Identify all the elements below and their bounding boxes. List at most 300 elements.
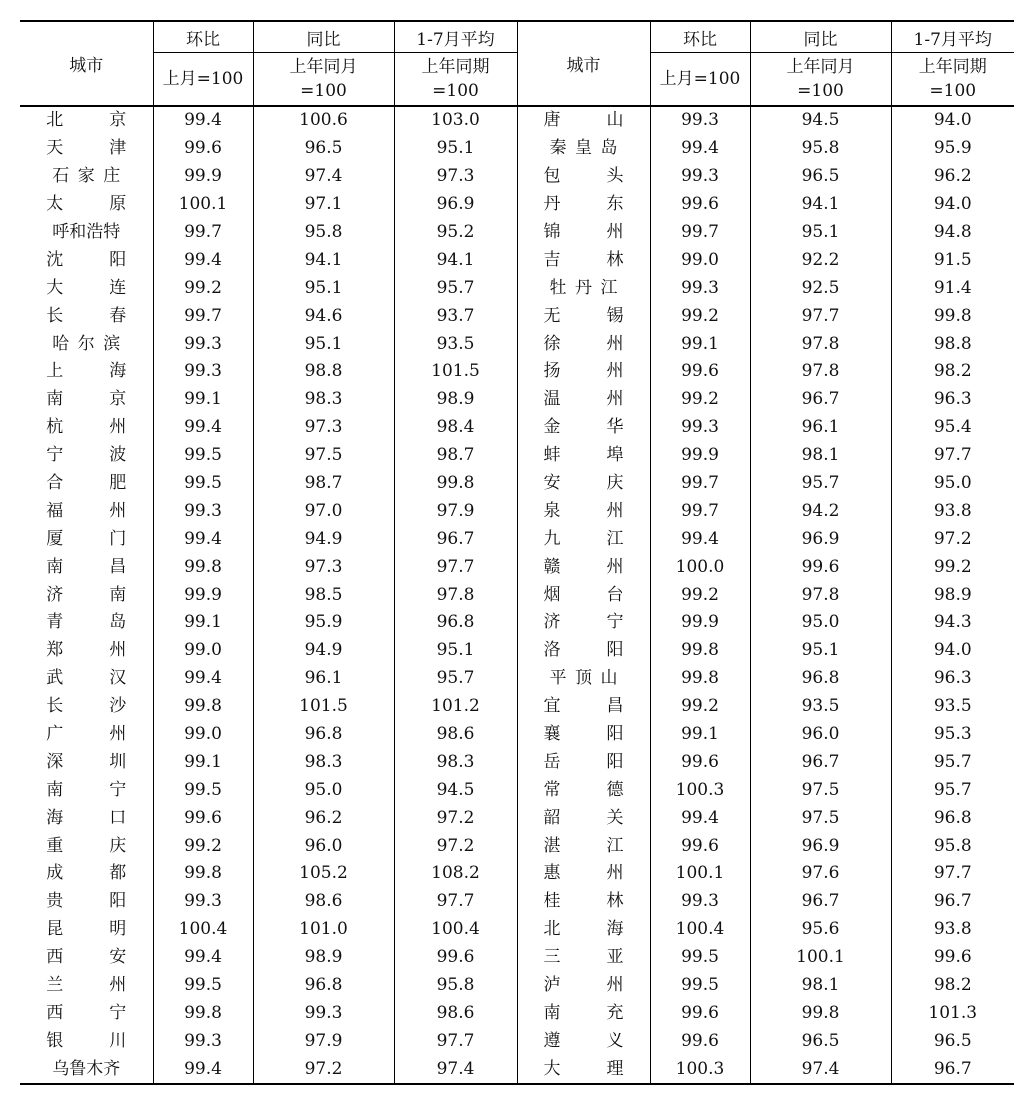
city-name-left <box>20 916 153 944</box>
value-yoy-right: 95.7 <box>750 470 891 498</box>
value-mom-right: 99.1 <box>650 721 750 749</box>
value-mom-right: 99.6 <box>650 748 750 776</box>
city-label: 泉州 <box>543 500 624 521</box>
value-mom-right: 99.5 <box>650 944 750 972</box>
table-row <box>20 414 1014 442</box>
city-name-right <box>517 1055 650 1084</box>
city-name-right <box>517 470 650 498</box>
value-mom-right: 99.7 <box>650 470 750 498</box>
value-yoy-left: 97.3 <box>253 414 394 442</box>
value-mom-left: 99.6 <box>153 135 253 163</box>
city-label: 九江 <box>543 528 624 549</box>
value-yoy-right: 94.2 <box>750 497 891 525</box>
value-mom-left: 99.5 <box>153 470 253 498</box>
city-name-right <box>517 1000 650 1028</box>
value-avg-right: 97.7 <box>891 860 1014 888</box>
value-yoy-right: 96.7 <box>750 888 891 916</box>
city-name-left <box>20 135 153 163</box>
city-label: 广州 <box>46 724 127 745</box>
value-mom-left: 99.1 <box>153 748 253 776</box>
city-name-left <box>20 414 153 442</box>
city-label: 深圳 <box>46 751 127 772</box>
value-mom-left: 99.4 <box>153 525 253 553</box>
value-avg-right: 96.7 <box>891 1055 1014 1084</box>
value-yoy-right: 95.1 <box>750 219 891 247</box>
value-yoy-right: 96.0 <box>750 721 891 749</box>
value-mom-left: 99.2 <box>153 274 253 302</box>
city-name-left <box>20 972 153 1000</box>
subheader-avg-right: 上年同期 =100 <box>891 53 1014 107</box>
city-name-left <box>20 609 153 637</box>
city-name-right <box>517 442 650 470</box>
value-yoy-right: 96.8 <box>750 665 891 693</box>
value-yoy-right: 94.1 <box>750 191 891 219</box>
value-mom-left: 99.0 <box>153 721 253 749</box>
city-name-right <box>517 804 650 832</box>
value-mom-right: 99.6 <box>650 832 750 860</box>
value-avg-right: 96.3 <box>891 386 1014 414</box>
value-mom-left: 99.4 <box>153 414 253 442</box>
value-avg-left: 99.8 <box>394 470 517 498</box>
city-name-left <box>20 470 153 498</box>
city-label: 常德 <box>543 779 624 800</box>
city-name-left <box>20 804 153 832</box>
subheader-mom-left: 上月=100 <box>153 53 253 107</box>
value-mom-left: 99.5 <box>153 442 253 470</box>
city-name-left <box>20 637 153 665</box>
table-row <box>20 135 1014 163</box>
table-row <box>20 497 1014 525</box>
value-avg-left: 97.7 <box>394 888 517 916</box>
city-label: 大理 <box>543 1058 624 1079</box>
city-name-right <box>517 191 650 219</box>
city-label: 桂林 <box>543 891 624 912</box>
city-name-left <box>20 219 153 247</box>
value-avg-left: 95.7 <box>394 665 517 693</box>
city-label: 天津 <box>46 138 127 159</box>
value-yoy-left: 97.1 <box>253 191 394 219</box>
city-label: 兰州 <box>46 975 127 996</box>
city-label: 南京 <box>46 389 127 410</box>
value-mom-left: 99.8 <box>153 1000 253 1028</box>
city-name-right <box>517 246 650 274</box>
value-avg-right: 96.8 <box>891 804 1014 832</box>
value-mom-right: 100.1 <box>650 860 750 888</box>
value-yoy-right: 94.5 <box>750 106 891 135</box>
value-avg-left: 97.3 <box>394 163 517 191</box>
table-row <box>20 581 1014 609</box>
value-avg-left: 94.5 <box>394 776 517 804</box>
value-mom-left: 99.4 <box>153 1055 253 1084</box>
city-label: 南充 <box>543 1002 624 1023</box>
city-name-right <box>517 358 650 386</box>
city-name-right <box>517 302 650 330</box>
city-label: 锦州 <box>543 222 624 242</box>
city-label: 唐山 <box>543 110 624 131</box>
city-label: 长沙 <box>46 696 127 717</box>
city-label: 福州 <box>46 500 127 521</box>
header-yoy-right: 同比 <box>750 21 891 53</box>
value-yoy-left: 96.5 <box>253 135 394 163</box>
city-name-left <box>20 832 153 860</box>
city-name-right <box>517 525 650 553</box>
value-mom-right: 99.7 <box>650 497 750 525</box>
table-row <box>20 191 1014 219</box>
value-avg-right: 97.2 <box>891 525 1014 553</box>
city-label: 乌鲁木齐 <box>52 1058 121 1079</box>
table-row <box>20 721 1014 749</box>
table-row <box>20 916 1014 944</box>
city-name-left <box>20 386 153 414</box>
header-mom-left: 环比 <box>153 21 253 53</box>
value-avg-left: 100.4 <box>394 916 517 944</box>
value-yoy-left: 97.0 <box>253 497 394 525</box>
value-avg-right: 93.5 <box>891 693 1014 721</box>
value-yoy-right: 100.1 <box>750 944 891 972</box>
value-avg-left: 96.7 <box>394 525 517 553</box>
city-name-right <box>517 163 650 191</box>
table-header <box>20 21 1014 106</box>
city-name-left <box>20 776 153 804</box>
value-yoy-left: 101.5 <box>253 693 394 721</box>
value-yoy-left: 95.1 <box>253 330 394 358</box>
value-yoy-right: 97.5 <box>750 776 891 804</box>
value-avg-left: 99.6 <box>394 944 517 972</box>
city-name-left <box>20 693 153 721</box>
value-avg-right: 96.5 <box>891 1027 1014 1055</box>
city-name-right <box>517 693 650 721</box>
value-yoy-left: 95.1 <box>253 274 394 302</box>
value-yoy-left: 97.5 <box>253 442 394 470</box>
value-avg-left: 95.2 <box>394 219 517 247</box>
value-yoy-right: 97.4 <box>750 1055 891 1084</box>
city-label: 韶关 <box>543 807 624 828</box>
table-row <box>20 386 1014 414</box>
value-avg-right: 95.7 <box>891 748 1014 776</box>
value-avg-left: 93.5 <box>394 330 517 358</box>
value-yoy-left: 95.8 <box>253 219 394 247</box>
value-yoy-right: 98.1 <box>750 972 891 1000</box>
value-avg-left: 97.7 <box>394 553 517 581</box>
value-yoy-left: 98.6 <box>253 888 394 916</box>
value-mom-right: 99.9 <box>650 442 750 470</box>
value-mom-left: 99.3 <box>153 888 253 916</box>
city-label: 包头 <box>543 166 624 187</box>
value-yoy-right: 96.1 <box>750 414 891 442</box>
value-avg-right: 94.8 <box>891 219 1014 247</box>
city-label: 贵阳 <box>46 891 127 912</box>
value-mom-left: 100.4 <box>153 916 253 944</box>
value-avg-right: 99.2 <box>891 553 1014 581</box>
city-name-right <box>517 106 650 135</box>
city-name-right <box>517 609 650 637</box>
value-avg-right: 91.5 <box>891 246 1014 274</box>
value-avg-left: 95.1 <box>394 135 517 163</box>
city-name-right <box>517 748 650 776</box>
city-label: 太原 <box>46 194 127 215</box>
city-label: 丹东 <box>543 194 624 215</box>
city-name-left <box>20 581 153 609</box>
value-avg-right: 97.7 <box>891 442 1014 470</box>
subheader-yoy-left: 上年同月 =100 <box>253 53 394 107</box>
city-name-left <box>20 665 153 693</box>
value-mom-left: 99.8 <box>153 693 253 721</box>
value-mom-right: 99.3 <box>650 106 750 135</box>
value-avg-right: 93.8 <box>891 916 1014 944</box>
value-yoy-right: 93.5 <box>750 693 891 721</box>
value-yoy-right: 98.1 <box>750 442 891 470</box>
value-mom-right: 99.5 <box>650 972 750 1000</box>
value-mom-left: 99.7 <box>153 302 253 330</box>
city-label: 北京 <box>46 110 127 131</box>
city-label: 昆明 <box>46 919 127 940</box>
city-label: 郑州 <box>46 640 127 661</box>
city-name-right <box>517 860 650 888</box>
value-avg-left: 97.8 <box>394 581 517 609</box>
city-label: 哈尔滨 <box>52 333 121 354</box>
value-mom-left: 99.3 <box>153 330 253 358</box>
value-yoy-right: 96.5 <box>750 1027 891 1055</box>
value-avg-right: 91.4 <box>891 274 1014 302</box>
city-name-left <box>20 302 153 330</box>
header-mom-right: 环比 <box>650 21 750 53</box>
value-yoy-left: 98.5 <box>253 581 394 609</box>
city-name-left <box>20 497 153 525</box>
city-label: 武汉 <box>46 668 127 689</box>
value-avg-right: 96.7 <box>891 888 1014 916</box>
value-mom-left: 99.4 <box>153 106 253 135</box>
table-row <box>20 219 1014 247</box>
value-avg-left: 98.9 <box>394 386 517 414</box>
city-label: 吉林 <box>543 249 624 270</box>
city-label: 洛阳 <box>543 640 624 661</box>
city-name-right <box>517 916 650 944</box>
value-yoy-right: 96.7 <box>750 386 891 414</box>
value-mom-right: 100.3 <box>650 1055 750 1084</box>
table-row <box>20 665 1014 693</box>
table-row <box>20 274 1014 302</box>
table-body <box>20 106 1014 1084</box>
value-yoy-right: 99.6 <box>750 553 891 581</box>
city-label: 烟台 <box>543 584 624 605</box>
value-yoy-left: 98.3 <box>253 748 394 776</box>
value-yoy-left: 99.3 <box>253 1000 394 1028</box>
value-avg-left: 101.2 <box>394 693 517 721</box>
city-label: 呼和浩特 <box>52 222 121 242</box>
value-mom-left: 99.7 <box>153 219 253 247</box>
value-avg-right: 98.2 <box>891 972 1014 1000</box>
value-mom-right: 100.0 <box>650 553 750 581</box>
city-label: 济南 <box>46 584 127 605</box>
header-city-right: 城市 <box>517 21 650 106</box>
value-avg-right: 99.6 <box>891 944 1014 972</box>
city-label: 徐州 <box>543 333 624 354</box>
value-mom-left: 99.9 <box>153 163 253 191</box>
city-label: 宁波 <box>46 445 127 466</box>
city-name-left <box>20 888 153 916</box>
value-mom-right: 99.1 <box>650 330 750 358</box>
value-mom-left: 99.3 <box>153 497 253 525</box>
header-avg-right: 1-7月平均 <box>891 21 1014 53</box>
value-mom-right: 99.9 <box>650 609 750 637</box>
value-avg-right: 95.4 <box>891 414 1014 442</box>
value-mom-right: 99.6 <box>650 1000 750 1028</box>
value-yoy-left: 96.8 <box>253 972 394 1000</box>
value-avg-right: 94.0 <box>891 106 1014 135</box>
city-label: 襄阳 <box>543 724 624 745</box>
value-mom-left: 99.4 <box>153 944 253 972</box>
value-avg-left: 108.2 <box>394 860 517 888</box>
value-yoy-left: 98.3 <box>253 386 394 414</box>
value-avg-left: 98.6 <box>394 721 517 749</box>
value-mom-right: 100.4 <box>650 916 750 944</box>
value-yoy-left: 95.9 <box>253 609 394 637</box>
value-mom-right: 99.2 <box>650 693 750 721</box>
city-label: 青岛 <box>46 612 127 633</box>
table-row <box>20 804 1014 832</box>
city-name-right <box>517 414 650 442</box>
value-mom-left: 99.2 <box>153 832 253 860</box>
value-yoy-left: 101.0 <box>253 916 394 944</box>
value-yoy-left: 94.9 <box>253 637 394 665</box>
value-mom-left: 99.8 <box>153 860 253 888</box>
city-name-right <box>517 497 650 525</box>
city-name-left <box>20 525 153 553</box>
table-row <box>20 246 1014 274</box>
value-mom-left: 100.1 <box>153 191 253 219</box>
value-avg-right: 96.2 <box>891 163 1014 191</box>
city-name-right <box>517 972 650 1000</box>
value-yoy-right: 97.8 <box>750 330 891 358</box>
city-label: 成都 <box>46 863 127 884</box>
value-mom-left: 99.6 <box>153 804 253 832</box>
value-yoy-right: 95.8 <box>750 135 891 163</box>
table-row <box>20 776 1014 804</box>
value-mom-left: 99.4 <box>153 665 253 693</box>
city-label: 温州 <box>543 389 624 410</box>
subheader-yoy-right: 上年同月 =100 <box>750 53 891 107</box>
price-index-table-container <box>20 20 994 1085</box>
value-mom-right: 99.6 <box>650 191 750 219</box>
value-mom-right: 99.2 <box>650 581 750 609</box>
city-name-left <box>20 163 153 191</box>
value-yoy-right: 99.8 <box>750 1000 891 1028</box>
table-row <box>20 972 1014 1000</box>
city-label: 南宁 <box>46 779 127 800</box>
city-label: 大连 <box>46 277 127 298</box>
table-row <box>20 1000 1014 1028</box>
city-name-left <box>20 274 153 302</box>
city-label: 沈阳 <box>46 249 127 270</box>
value-mom-left: 99.1 <box>153 386 253 414</box>
value-yoy-right: 95.0 <box>750 609 891 637</box>
city-name-left <box>20 191 153 219</box>
value-avg-left: 95.1 <box>394 637 517 665</box>
value-yoy-right: 95.1 <box>750 637 891 665</box>
value-avg-left: 97.7 <box>394 1027 517 1055</box>
table-row <box>20 163 1014 191</box>
value-yoy-left: 94.9 <box>253 525 394 553</box>
value-avg-right: 94.3 <box>891 609 1014 637</box>
value-yoy-right: 92.2 <box>750 246 891 274</box>
city-label: 厦门 <box>46 528 127 549</box>
value-yoy-right: 97.8 <box>750 358 891 386</box>
city-label: 银川 <box>46 1030 127 1051</box>
city-label: 北海 <box>543 919 624 940</box>
value-mom-right: 99.3 <box>650 888 750 916</box>
value-avg-left: 96.9 <box>394 191 517 219</box>
value-mom-left: 99.8 <box>153 553 253 581</box>
city-name-left <box>20 944 153 972</box>
city-label: 蚌埠 <box>543 445 624 466</box>
value-avg-right: 99.8 <box>891 302 1014 330</box>
city-name-left <box>20 106 153 135</box>
value-mom-right: 99.6 <box>650 358 750 386</box>
city-name-right <box>517 274 650 302</box>
value-yoy-right: 97.6 <box>750 860 891 888</box>
value-yoy-left: 100.6 <box>253 106 394 135</box>
table-row <box>20 106 1014 135</box>
city-label: 南昌 <box>46 556 127 577</box>
value-avg-left: 98.7 <box>394 442 517 470</box>
value-yoy-left: 98.7 <box>253 470 394 498</box>
table-row <box>20 748 1014 776</box>
city-label: 无锡 <box>543 305 624 326</box>
city-name-left <box>20 442 153 470</box>
city-name-left <box>20 553 153 581</box>
city-name-left <box>20 246 153 274</box>
city-name-right <box>517 776 650 804</box>
city-label: 金华 <box>543 417 624 438</box>
city-label: 海口 <box>46 807 127 828</box>
table-row <box>20 860 1014 888</box>
city-label: 岳阳 <box>543 751 624 772</box>
value-avg-right: 98.8 <box>891 330 1014 358</box>
value-avg-right: 95.0 <box>891 470 1014 498</box>
value-mom-right: 99.4 <box>650 135 750 163</box>
value-yoy-left: 94.6 <box>253 302 394 330</box>
city-name-right <box>517 581 650 609</box>
value-yoy-left: 105.2 <box>253 860 394 888</box>
value-avg-left: 97.9 <box>394 497 517 525</box>
table-row <box>20 832 1014 860</box>
city-label: 合肥 <box>46 473 127 494</box>
table-row <box>20 525 1014 553</box>
value-mom-right: 99.8 <box>650 637 750 665</box>
value-yoy-left: 96.0 <box>253 832 394 860</box>
value-avg-right: 101.3 <box>891 1000 1014 1028</box>
header-avg-left: 1-7月平均 <box>394 21 517 53</box>
value-avg-right: 94.0 <box>891 637 1014 665</box>
value-avg-left: 98.3 <box>394 748 517 776</box>
city-label: 西宁 <box>46 1002 127 1023</box>
value-avg-right: 95.8 <box>891 832 1014 860</box>
city-name-right <box>517 832 650 860</box>
table-row <box>20 1055 1014 1084</box>
city-name-right <box>517 553 650 581</box>
table-row <box>20 302 1014 330</box>
value-mom-right: 99.8 <box>650 665 750 693</box>
value-avg-left: 96.8 <box>394 609 517 637</box>
value-yoy-left: 94.1 <box>253 246 394 274</box>
table-row <box>20 637 1014 665</box>
city-name-right <box>517 135 650 163</box>
city-label: 泸州 <box>543 975 624 996</box>
value-yoy-right: 96.5 <box>750 163 891 191</box>
value-avg-right: 95.3 <box>891 721 1014 749</box>
value-yoy-left: 96.1 <box>253 665 394 693</box>
value-yoy-left: 98.9 <box>253 944 394 972</box>
